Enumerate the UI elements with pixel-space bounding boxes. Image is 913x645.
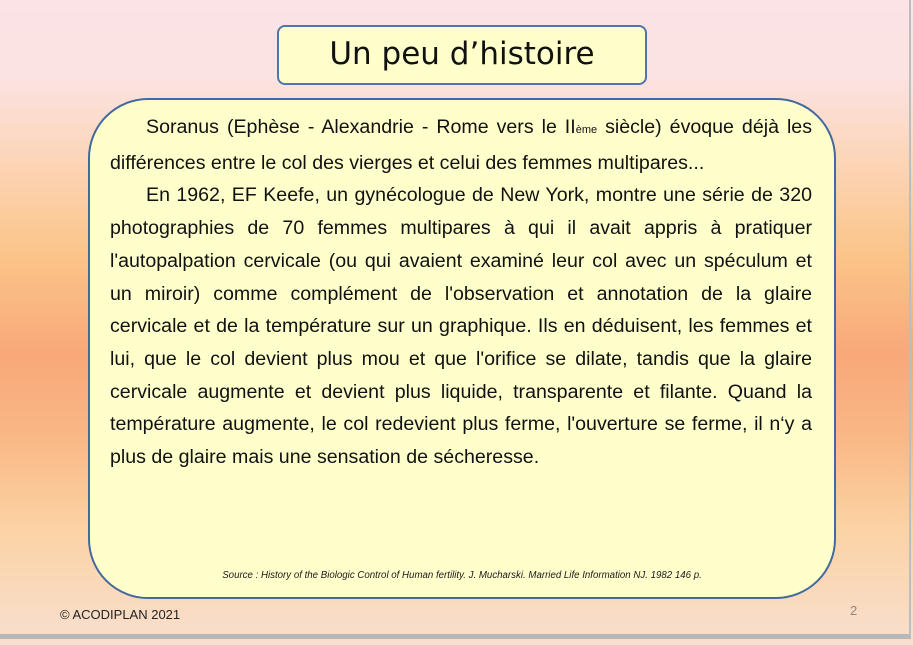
paragraph-soranus-part1: Soranus (Ephèse - Alexandrie - Rome vers le II	[146, 116, 576, 138]
content-box	[88, 98, 836, 599]
paragraph-keefe: En 1962, EF Keefe, un gynécologue de New York, montre une série de 320 photographies de 70 femmes multipares à qui il avait appris à pratiquer l'autopalpation cervicale (ou qui avaient examiné leur col avec un spéculum et un miroir) comme complément de l'observation et annotation de la glaire cervicale et de la température sur un graphique. Ils en déduisent, les femmes et lui, que le col devient plus mou et que l'orifice se dilate, tandis que la glaire cervicale augmente et devient plus liquide, transparente et filante. Quand la température augmente, le col redevient plus ferme, l'ouverture se ferme, il n‘y a plus de glaire mais une sensation de sécheresse.	[110, 184, 812, 469]
paragraph-soranus	[110, 111, 812, 179]
body-text	[110, 111, 812, 474]
slide-title: Un peu d’histoire	[329, 36, 595, 72]
paragraph-soranus-superscript: ème	[575, 124, 598, 136]
copyright-footer: © ACODIPLAN 2021	[60, 607, 181, 622]
source-citation: Source : History of the Biologic Control of Human fertility. J. Mucharski. Married Life Information NJ. 1982 146 p.	[222, 570, 702, 581]
title-box	[277, 25, 647, 85]
paragraph-soranus-part2: siècle) évoque déjà les différences entre le col des vierges et celui des femmes multipares...	[110, 116, 812, 174]
page-number: 2	[850, 603, 858, 618]
